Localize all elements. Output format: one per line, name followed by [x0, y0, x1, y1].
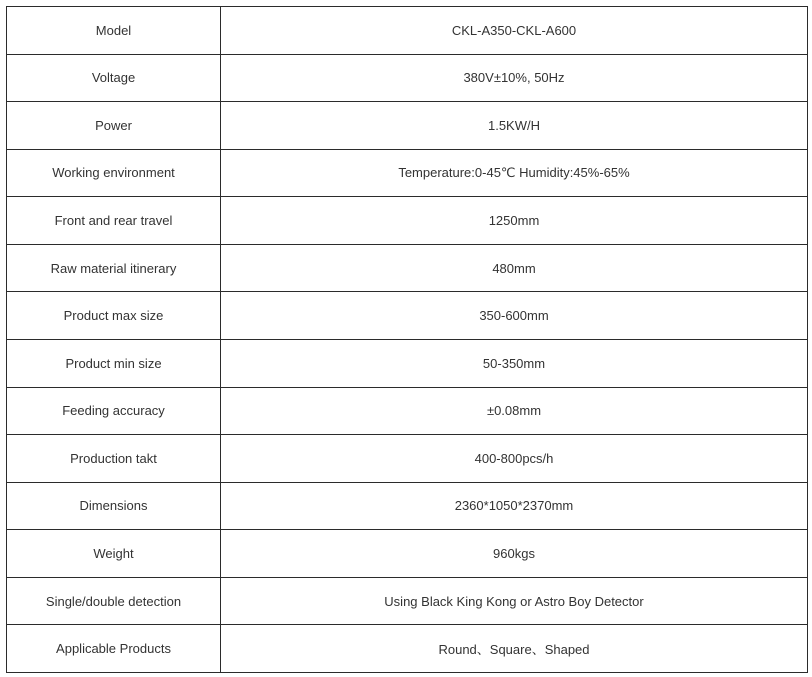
spec-value: 2360*1050*2370mm: [221, 482, 808, 530]
spec-label: Feeding accuracy: [7, 387, 221, 435]
table-row: [7, 339, 808, 387]
table-row: [7, 54, 808, 102]
spec-value: CKL-A350-CKL-A600: [221, 7, 808, 55]
spec-label: Weight: [7, 530, 221, 578]
table-row: [7, 530, 808, 578]
spec-label: Product max size: [7, 292, 221, 340]
spec-label: Power: [7, 102, 221, 150]
spec-value: 350-600mm: [221, 292, 808, 340]
spec-value: 480mm: [221, 244, 808, 292]
table-row: [7, 197, 808, 245]
spec-label: Production takt: [7, 435, 221, 483]
spec-value: 400-800pcs/h: [221, 435, 808, 483]
table-row: [7, 577, 808, 625]
table-row: [7, 482, 808, 530]
spec-label: Working environment: [7, 149, 221, 197]
table-row: [7, 7, 808, 55]
spec-value: ±0.08mm: [221, 387, 808, 435]
spec-label: Raw material itinerary: [7, 244, 221, 292]
spec-label: Applicable Products: [7, 625, 221, 673]
spec-label: Front and rear travel: [7, 197, 221, 245]
table-row: [7, 244, 808, 292]
spec-value: Round、Square、Shaped: [221, 625, 808, 673]
table-row: [7, 435, 808, 483]
spec-value: 1.5KW/H: [221, 102, 808, 150]
table-row: [7, 387, 808, 435]
spec-value: 380V±10%, 50Hz: [221, 54, 808, 102]
spec-value: Temperature:0-45℃ Humidity:45%-65%: [221, 149, 808, 197]
table-row: [7, 625, 808, 673]
table-row: [7, 102, 808, 150]
spec-value: Using Black King Kong or Astro Boy Detector: [221, 577, 808, 625]
spec-value: 1250mm: [221, 197, 808, 245]
spec-label: Product min size: [7, 339, 221, 387]
spec-label: Voltage: [7, 54, 221, 102]
spec-value: 50-350mm: [221, 339, 808, 387]
table-row: [7, 149, 808, 197]
spec-value: 960kgs: [221, 530, 808, 578]
table-row: [7, 292, 808, 340]
spec-label: Single/double detection: [7, 577, 221, 625]
spec-label: Model: [7, 7, 221, 55]
specification-table: [6, 6, 808, 673]
spec-label: Dimensions: [7, 482, 221, 530]
